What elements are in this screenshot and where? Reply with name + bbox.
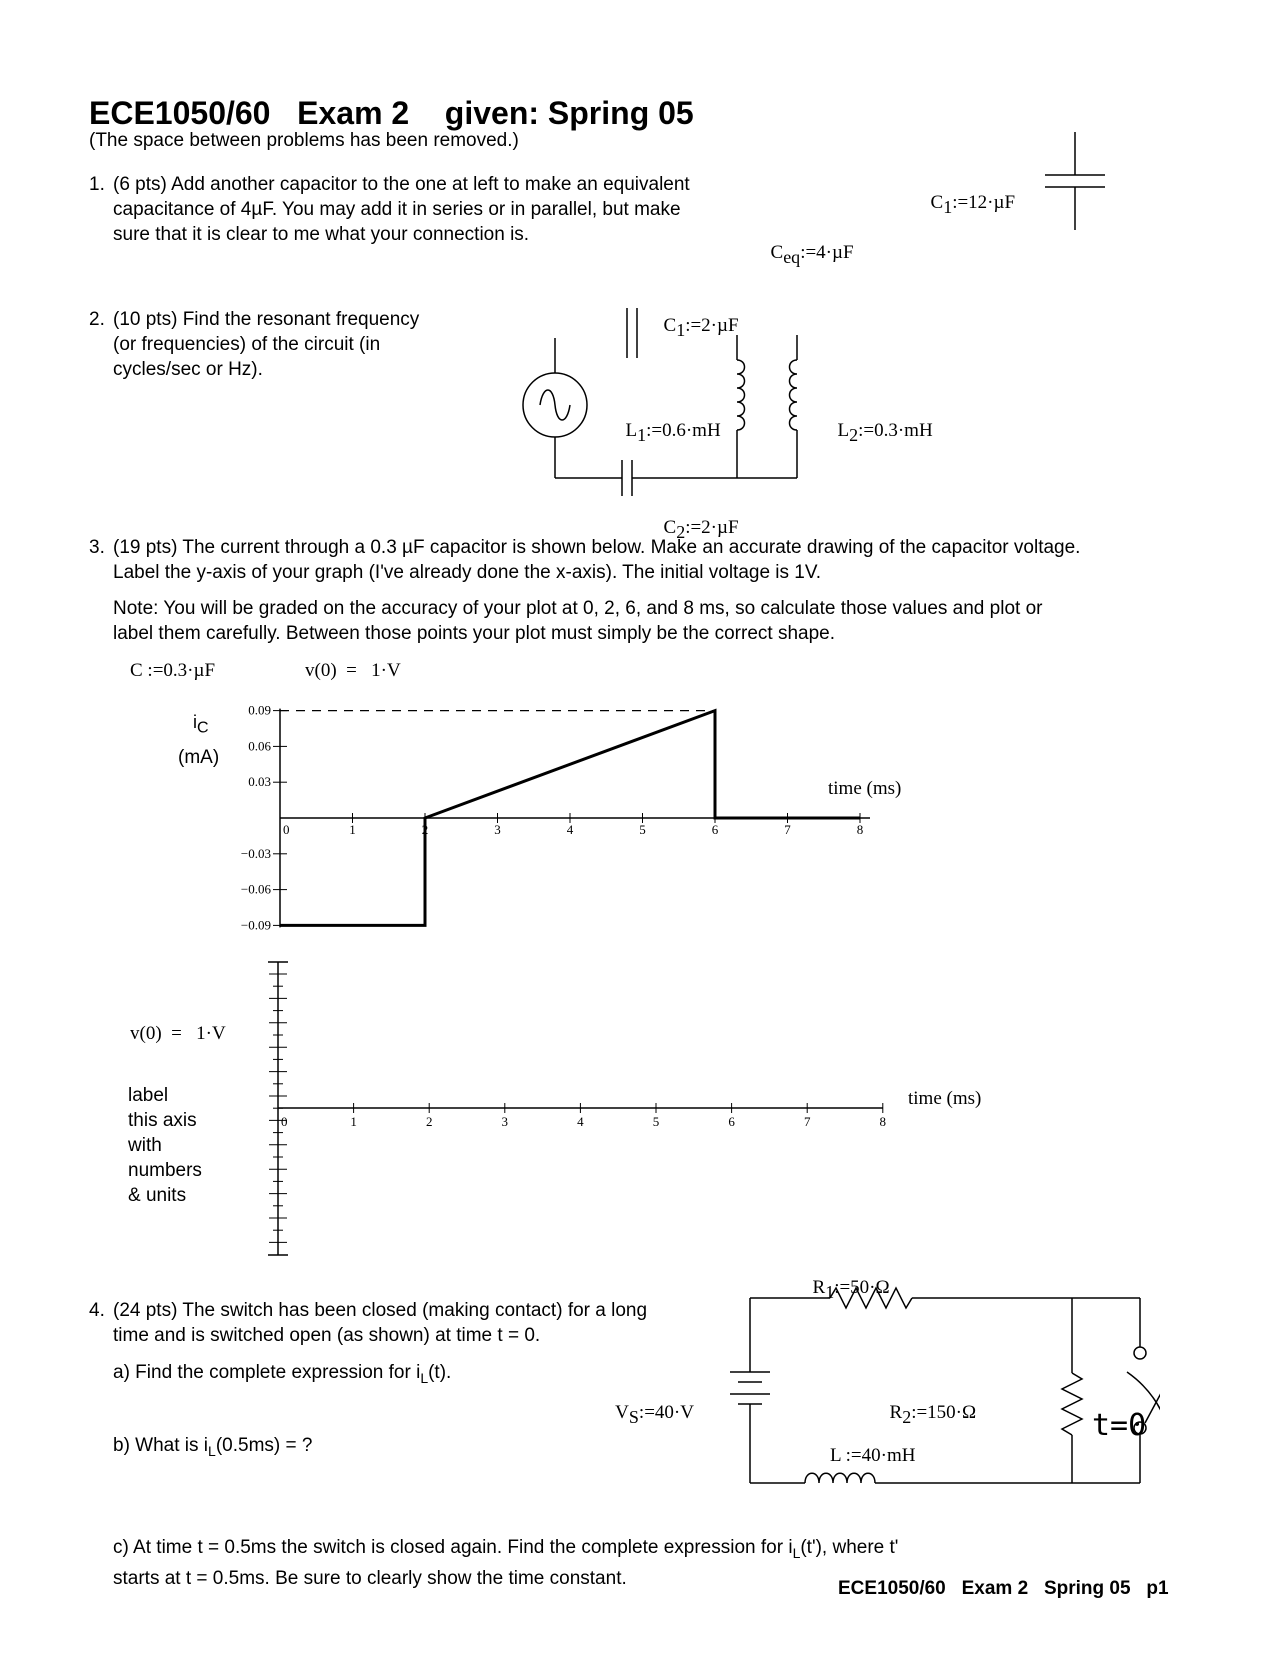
l2-inductor-icon [790, 360, 798, 430]
part-b-text: b) What is i [113, 1435, 209, 1456]
problem-text-line: capacitance of 4µF. You may add it in series or in parallel, but make [113, 199, 681, 220]
capacitor-symbol [1040, 130, 1110, 235]
part-a [113, 1360, 451, 1391]
part-b-subscript: L [208, 1442, 216, 1459]
x-tick-label: 5 [652, 1114, 660, 1129]
part-c-text: c) At time t = 0.5ms the switch is closed again. Find the complete expression for i [113, 1537, 793, 1558]
l1-definition [616, 398, 721, 446]
switch-time-label: t=0 [1092, 1408, 1147, 1443]
x-tick-label: 5 [639, 822, 646, 837]
page-footer: ECE1050/60 Exam 2 Spring 05 p1 [838, 1578, 1169, 1599]
problem-text-line: (24 pts) The switch has been closed (making contact) for a long [113, 1300, 648, 1321]
v0-definition-2: v(0) = 1·V [130, 1023, 226, 1044]
x-tick-label: 8 [856, 822, 864, 837]
x-tick-label: 6 [728, 1114, 735, 1129]
ceq-definition [761, 220, 854, 268]
problem-note-line: label them carefully. Between those points your plot must simply be the correct shape. [113, 623, 836, 644]
part-c-subscript: L [792, 1544, 801, 1561]
c2-subscript: 2 [676, 521, 686, 542]
x-tick-label: 2 [425, 1114, 433, 1129]
x-axis-title: time (ms) [908, 1088, 982, 1109]
l2-value: :=0.3·mH [858, 420, 933, 441]
v0-definition: v(0) = 1·V [305, 660, 401, 681]
part-b [113, 1433, 312, 1464]
axis-note-line: with [128, 1135, 162, 1156]
r1-definition [803, 1255, 890, 1303]
c1-definition [921, 170, 1015, 218]
problem-text-line: sure that it is clear to me what your connection is. [113, 224, 530, 245]
x-tick-label: 4 [577, 1114, 584, 1129]
part-c-text-line2: starts at t = 0.5ms. Be sure to clearly show the time constant. [113, 1567, 627, 1589]
axis-note-line: numbers [128, 1160, 202, 1181]
x-axis-title: time (ms) [828, 778, 902, 799]
l2-definition [828, 398, 933, 446]
r1-value: :=50·Ω [834, 1277, 890, 1298]
c2-value: :=2·µF [685, 517, 739, 538]
problem-number: 2. [89, 309, 105, 330]
ic-symbol: i [193, 712, 197, 732]
c1-symbol: C [930, 192, 944, 213]
l1-symbol: L [625, 420, 638, 441]
problem-note-line: Note: You will be graded on the accuracy of your plot at 0, 2, 6, and 8 ms, so calculate those values and plot or [113, 598, 1043, 619]
l-definition: L :=40·mH [830, 1445, 916, 1466]
problem-text-line: time and is switched open (as shown) at time t = 0. [113, 1325, 541, 1346]
y-tick-label: 0.06 [248, 738, 271, 754]
ceq-subscript: eq [783, 246, 801, 267]
r1-subscript: 1 [825, 1281, 835, 1302]
l1-value: :=0.6·mH [646, 420, 721, 441]
problem-number: 4. [89, 1300, 105, 1321]
c2-symbol: C [663, 517, 677, 538]
r2-symbol: R [889, 1402, 903, 1423]
axis-note-line: & units [128, 1185, 187, 1206]
l2-symbol: L [837, 420, 850, 441]
x-tick-label: 3 [494, 822, 501, 837]
c1-value: :=12·µF [952, 192, 1016, 213]
c1-subscript: 1 [943, 196, 953, 217]
problem-text-line: (6 pts) Add another capacitor to the one at left to make an equivalent [113, 174, 690, 195]
y-tick-label: −0.03 [240, 845, 271, 861]
y-tick-label: −0.06 [240, 881, 271, 897]
y-tick-label: −0.09 [240, 917, 271, 933]
switch-contact-icon [1134, 1347, 1146, 1359]
ic-subscript: C [197, 719, 209, 737]
part-a-text-end: (t). [428, 1362, 452, 1383]
vs-subscript: S [628, 1406, 639, 1427]
l1-inductor-icon [737, 360, 745, 430]
x-tick-label: 1 [350, 1114, 357, 1129]
x-tick-label: 3 [501, 1114, 509, 1129]
problem-number: 3. [89, 537, 105, 558]
ceq-symbol: C [770, 242, 784, 263]
c1-2-definition [654, 293, 739, 341]
x-tick-label: 0 [283, 822, 290, 837]
x-tick-label: 7 [784, 822, 791, 837]
problem-number: 1. [89, 174, 105, 195]
r2-subscript: 2 [902, 1406, 912, 1427]
part-c-text-end: (t'), where t' [800, 1537, 899, 1558]
x-tick-label: 6 [711, 822, 719, 837]
exam-title: ECE1050/60 Exam 2 given: Spring 05 [89, 95, 694, 131]
l1-subscript: 1 [637, 424, 647, 445]
r1-symbol: R [812, 1277, 826, 1298]
part-a-text: a) Find the complete expression for i [113, 1362, 421, 1383]
ceq-value: :=4·µF [800, 242, 854, 263]
x-tick-label: 1 [349, 822, 356, 837]
switch-blade-icon [1145, 1382, 1160, 1423]
problem-text-line: Label the y-axis of your graph (I've already done the x-axis). The initial voltage is 1V. [113, 562, 822, 583]
x-tick-label: 0 [281, 1114, 288, 1129]
y-tick-label: 0.09 [248, 702, 271, 718]
exam-subtitle: (The space between problems has been removed.) [89, 130, 519, 151]
part-b-text-end: (0.5ms) = ? [215, 1435, 313, 1456]
problem-text-line: (19 pts) The current through a 0.3 µF capacitor is shown below. Make an accurate drawing of the capacitor voltage. [113, 537, 1081, 558]
inductor-icon [805, 1473, 875, 1483]
part-c [113, 1535, 898, 1591]
problem-text-line: (10 pts) Find the resonant frequency [113, 309, 420, 330]
problem-text-line: (or frequencies) of the circuit (in [113, 334, 381, 355]
r2-value: :=150·Ω [911, 1402, 977, 1423]
part-a-subscript: L [420, 1369, 429, 1386]
ic-units-label: (mA) [178, 747, 220, 768]
current-chart [0, 700, 980, 940]
x-tick-label: 7 [803, 1114, 811, 1129]
r2-definition [880, 1380, 976, 1428]
x-tick-label: 4 [566, 822, 574, 837]
axis-note-line: this axis [128, 1110, 197, 1131]
y-tick-label: 0.03 [248, 774, 271, 790]
c1-value: :=2·µF [685, 315, 739, 336]
x-tick-label: 8 [879, 1114, 887, 1129]
c1-subscript: 1 [676, 319, 686, 340]
vs-value: :=40·V [638, 1402, 694, 1423]
problem-text-line: cycles/sec or Hz). [113, 359, 263, 380]
l2-subscript: 2 [849, 424, 859, 445]
vs-symbol: V [615, 1402, 629, 1423]
vs-definition [606, 1380, 694, 1428]
x-tick-label: 2 [421, 822, 429, 837]
c-definition: C :=0.3·µF [130, 660, 216, 681]
axis-note-line: label [128, 1085, 169, 1106]
c1-symbol: C [663, 315, 677, 336]
r2-resistor-icon [1062, 1373, 1082, 1435]
voltage-chart [0, 950, 1020, 1270]
